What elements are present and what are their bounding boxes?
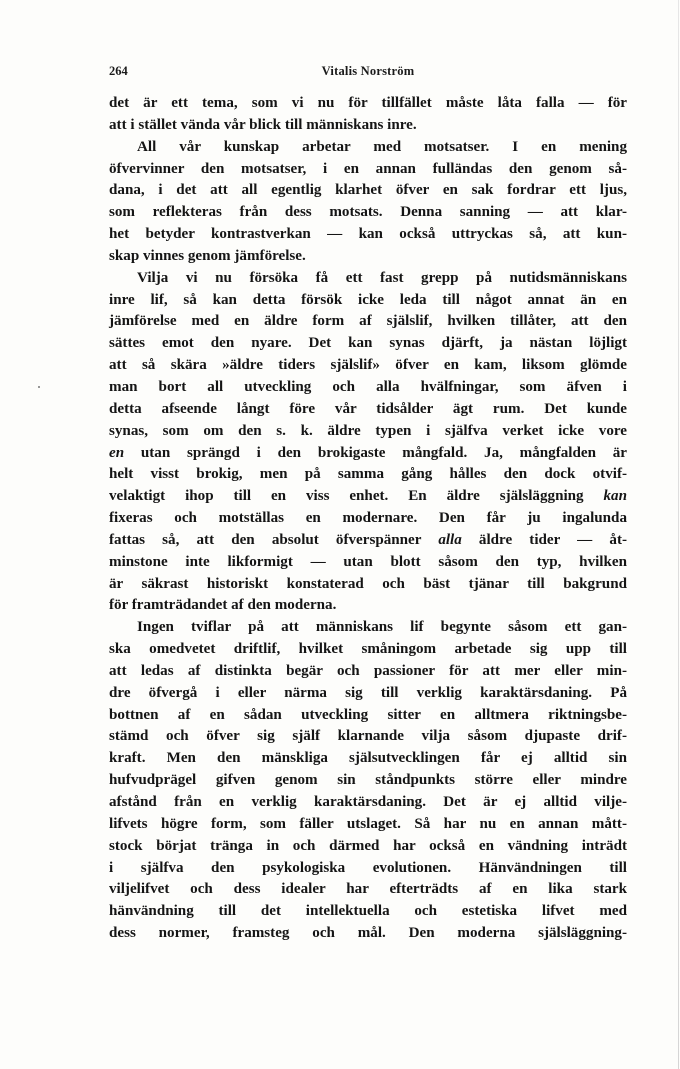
text-line: sättes emot den nyare. Det kan synas djärft, ja nästan löjligt bbox=[109, 335, 627, 352]
text-line: skap vinnes genom jämförelse. bbox=[109, 247, 306, 264]
text-line bbox=[109, 530, 627, 552]
text-line: kraft. Men den mänskliga själsutvecklingen får ej alltid sin bbox=[109, 750, 627, 767]
text-segment: fattas så, att den absolut öfverspänner bbox=[109, 531, 439, 548]
page-header bbox=[109, 64, 627, 84]
text-line: att så skära »äldre tiders själslif» öfver en kam, liksom glömde bbox=[109, 357, 627, 374]
text-line: att ledas af distinkta begär och passioner för att mer eller min- bbox=[109, 662, 627, 679]
body-text bbox=[109, 93, 627, 945]
text-line: All vår kunskap arbetar med motsatser. I en mening bbox=[137, 138, 627, 155]
text-line: hufvudprägel gifven genom sin ståndpunkts större eller mindre bbox=[109, 772, 627, 789]
text-line: dess normer, framsteg och mål. Den moderna själsläggning- bbox=[109, 925, 627, 942]
text-line: detta afseende långt före vår tidsålder ägt rum. Det kunde bbox=[109, 400, 627, 417]
text-line: dana, i det att all egentlig klarhet öfver en sak fordrar ett ljus, bbox=[109, 182, 627, 199]
text-segment: utan sprängd i den brokigaste mångfald. Ja, mångfalden är bbox=[124, 444, 627, 461]
text-line: som reflekteras från dess motsats. Denna sanning — att klar- bbox=[109, 204, 627, 221]
text-line: hänvändning till det intellektuella och estetiska lifvet med bbox=[109, 903, 627, 920]
page-edge-rule bbox=[678, 0, 679, 1069]
text-line: man bort all utveckling och alla hvälfningar, som äfven i bbox=[109, 378, 627, 395]
text-line: lifvets högre form, som fäller utslaget. Så har nu en annan mått- bbox=[109, 815, 627, 832]
text-line bbox=[109, 486, 627, 508]
text-line: fixeras och motställas en modernare. Den får ju ingalunda bbox=[109, 510, 627, 527]
text-line: i själfva den psykologiska evolutionen. Hänvändningen till bbox=[109, 859, 627, 876]
text-line: är säkrast historiskt konstaterad och bäst tjänar till bakgrund bbox=[109, 575, 627, 592]
text-line: stock börjat tränga in och därmed har också en vändning inträdt bbox=[109, 837, 627, 854]
page-number: 264 bbox=[109, 64, 128, 78]
running-head: Vitalis Norström bbox=[321, 64, 415, 78]
text-line: afstånd från en verklig karaktärsdaning. Det är ej alltid vilje- bbox=[109, 794, 627, 810]
text-line: Ingen tviflar på att människans lif begynte såsom ett gan- bbox=[137, 619, 627, 636]
text-line: jämförelse med en äldre form af själslif, hvilken tillåter, att den bbox=[109, 313, 627, 330]
text-line: minstone inte likformigt — utan blott såsom den typ, hvilken bbox=[109, 553, 627, 570]
text-line: att i stället vända vår blick till människans inre. bbox=[109, 116, 417, 133]
text-line: viljelifvet och dess idealer har efterträdts af en lika stark bbox=[109, 881, 627, 898]
italic-word: alla bbox=[438, 531, 462, 548]
text-segment: äldre tider — åt- bbox=[461, 531, 627, 548]
text-line: dre öfvergå i eller närma sig till verklig karaktärsdaning. På bbox=[109, 684, 627, 701]
text-line: synas, som om den s. k. äldre typen i själfva verket icke vore bbox=[109, 422, 627, 439]
text-line bbox=[109, 443, 627, 465]
text-line: det är ett tema, som vi nu för tillfället måste låta falla — för bbox=[109, 95, 627, 111]
text-line: inre lif, så kan detta försök icke leda till något annat än en bbox=[109, 291, 627, 308]
text-line: öfvervinner den motsatser, i en annan fulländas den genom så- bbox=[109, 160, 627, 177]
text-line: för framträdandet af den moderna. bbox=[109, 597, 337, 614]
print-speck bbox=[38, 386, 40, 388]
text-line: ska omedvetet driftlif, hvilket småningom arbetade sig upp till bbox=[109, 641, 627, 658]
text-line: helt visst brokig, men på samma gång hålles den dock otvif- bbox=[109, 466, 627, 483]
italic-word: kan bbox=[603, 488, 627, 505]
text-line: het betyder kontrastverkan — kan också uttryckas så, att kun- bbox=[109, 226, 627, 243]
paragraph-2 bbox=[109, 137, 627, 268]
text-segment: velaktigt ihop till en viss enhet. En äldre själsläggning bbox=[109, 488, 604, 505]
paragraph-4 bbox=[109, 617, 627, 945]
text-line: stämd och öfver sig själf klarnande vilja såsom djupaste drif- bbox=[109, 728, 627, 745]
text-line: Vilja vi nu försöka få ett fast grepp på nutidsmänniskans bbox=[137, 269, 627, 286]
paragraph-1 bbox=[109, 93, 627, 137]
paragraph-3 bbox=[109, 268, 627, 618]
italic-word: en bbox=[109, 444, 125, 461]
text-line: bottnen af en sådan utveckling sitter en alltmera riktningsbe- bbox=[109, 706, 627, 723]
